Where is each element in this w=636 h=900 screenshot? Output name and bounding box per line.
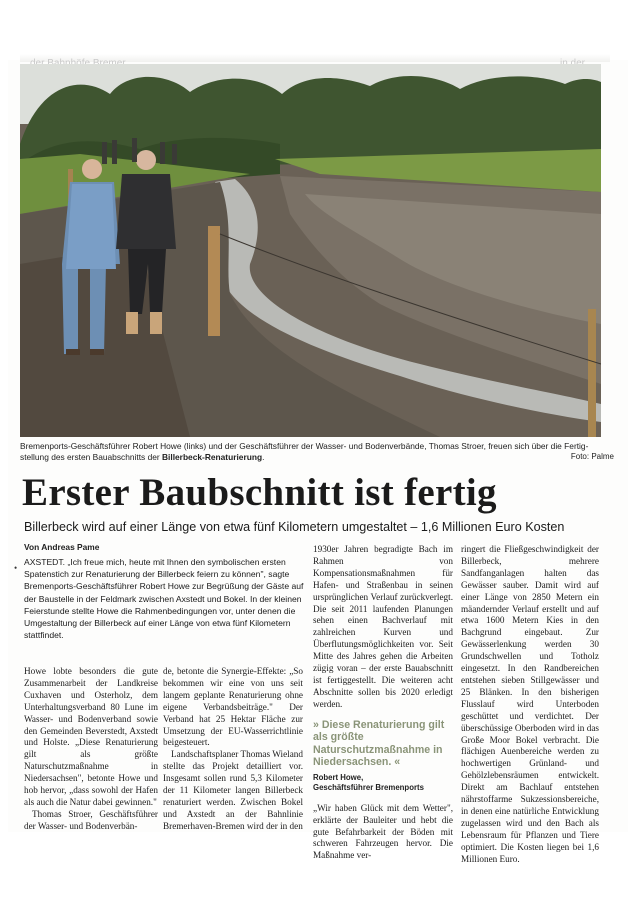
photo-caption: [20, 441, 610, 463]
paragraph: Thomas Stroer, Geschäftsführer der Wasser- und Bodenverbän-: [24, 808, 158, 831]
byline: Von Andreas Pame: [24, 542, 100, 552]
paragraph: Howe lobte besonders die gute Zusammenarbeit der Landkreise Cuxhaven und Osterholz, dem Unterhaltungsverband 80 Lune im Wasser- und Bodenverband sowie den Gemeinden Beverstedt, Axstedt und Holste. „Diese Renaturierung gilt als größte Naturschutzmaßnahme in Niedersachsen", betonte Howe und hob hervor, „dass sowohl der Hafen als auch die Natur dabei gewinnen.": [24, 666, 158, 807]
caption-end: .: [262, 452, 265, 462]
article-column-3: [313, 544, 453, 862]
lead-paragraph: AXSTEDT. „Ich freue mich, heute mit Ihnen den symbolischen ersten Spatenstich zur Renaturierung der Billerbeck feiern zu können", sagte Bremenports-Geschäftsführer Robert Howe zur Begrüßung der Gäste auf der Baustelle in der Feldmark zwischen Axstedt und Bokel. In der kleinen Feierstunde stellte Howe die Rahmenbedingungen vor, unter denen die Umgestaltung der Billerbeck auf einer Länge von etwa fünf Kilometern stattfindet.: [24, 557, 304, 641]
photo-credit: Foto: Palme: [570, 452, 614, 461]
photo-illustration: [20, 64, 601, 437]
caption-line-2: stellung des ersten Bauabschnitts der: [20, 452, 162, 462]
subheadline: Billerbeck wird auf einer Länge von etwa fünf Kilometern umgestaltet – 1,6 Millionen Euro Kosten: [24, 520, 565, 534]
article-photo: [20, 64, 601, 437]
pull-quote-attribution: [313, 773, 453, 793]
headline: Erster Baubschnitt ist fertig: [22, 471, 497, 514]
quote-author: Robert Howe,: [313, 772, 364, 782]
paragraph: de, betonte die Synergie-Effekte: „So bekommen wir eine von uns seit langem geplante Renaturierung ohne eigene Verbandsbeiträge." Der Verband hat 25 Hektar Fläche zur Umsetzung der EU-Wasserrichtlinie beigesteuert.: [163, 666, 303, 748]
pull-quote: » Diese Renaturierung gilt als größte Naturschutzmaßnahme in Niedersachsen. «: [313, 718, 445, 769]
paragraph: „Wir haben Glück mit dem Wetter", erklärte der Bauleiter und hebt die gute Befahrbarkeit der Böden mit schweren Fahrzeugen hervor. Die Maßnahme ver-: [313, 802, 453, 861]
article-column-4: [461, 544, 599, 865]
caption-line-1: Bremenports-Geschäftsführer Robert Howe (links) und der Geschäftsführer der Wasser- und Bodenverbände, Thomas Stroer, freuen sich über die Fertig-: [20, 441, 589, 451]
paragraph: ringert die Fließgeschwindigkeit der Billerbeck, mehrere Sandfanganlagen halten das Gewässer sauber. Damit wird auf einer Länge von 2850 Metern ein mäandernder Verlauf erstellt und auf etwa 1600 Metern Kies in den Bachgrund eingebaut. Zur Gewässerlenkung werden 30 Grundschwellen und Totholz eingesetzt. In den Randbereichen entstehen sieben Stillgewässer und 25 Blänken. In den bisherigen Flusslauf wird Unterboden geschüttet und verdichtet. Der überschüssige Oberboden wird in das Große Moor Bokel verbracht. Die flächigen Auenbereiche werden zu hochwertigen Grünland- und Gehölzlebensräumen entwickelt. Direkt am Bachlauf entstehen nährstoffarme Sukzessionsbereiche, in denen eine natürliche Entwicklung zugelassen wird und den Bach als Lebensraum für Pflanzen und Tiere optimiert. Die Kosten liegen bei 1,6 Millionen Euro.: [461, 544, 599, 864]
bullet-marker: •: [14, 563, 18, 573]
article-column-1: [24, 666, 158, 833]
paragraph: Landschaftsplaner Thomas Wieland stellte das Projekt detailliert vor. Insgesamt sollen rund 5,3 Kilometer der 11 Kilometer langen Billerbeck renaturiert werden. Zwischen Bokel und Axstedt an der Bahnlinie Bremerhaven-Bremen wird der in den: [163, 749, 303, 831]
article-column-2: [163, 666, 303, 833]
caption-highlight: Billerbeck-Renaturierung: [162, 452, 263, 462]
paragraph: 1930er Jahren begradigte Bach im Rahmen von Kompensationsmaßnahmen für Hafen- und Straßenbau in seinen ursprünglichen Verlauf zurückverlegt. Die seit 2011 laufenden Planungen sehen einen Bachverlauf mit zahlreichen Kurven und Überflutungsmöglichkeiten vor. Seit Mitte des Jahres gehen die Arbeiten zügig voran – der erste Bauabschnitt ist fertiggestellt. Die weiteren acht Abschnitte sollen bis 2020 erledigt werden.: [313, 544, 453, 709]
quote-author-role: Geschäftsführer Bremenports: [313, 782, 424, 792]
